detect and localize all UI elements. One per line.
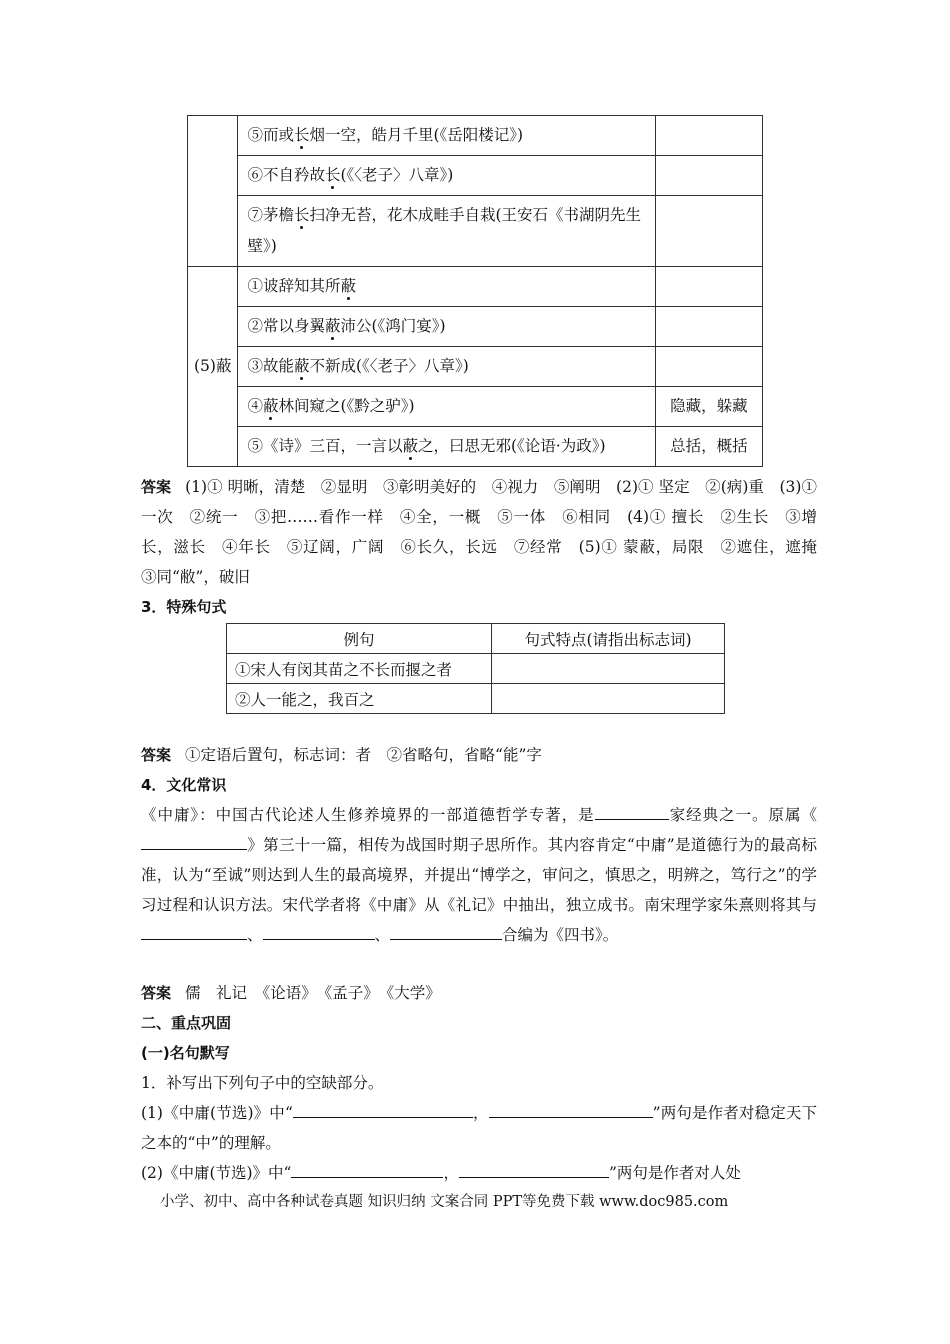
example-cell: ⑤《诗》三百，一言以蔽之，曰思无邪(《论语·为政》) (238, 427, 655, 467)
table-row (227, 654, 725, 684)
table-row (188, 427, 763, 467)
meaning-cell: 隐藏，躲藏 (655, 387, 762, 427)
meaning-cell (655, 196, 762, 267)
word-cell-bi: (5)蔽 (188, 267, 238, 467)
meaning-cell (655, 116, 762, 156)
sentence-cell: ①宋人有闵其苗之不长而揠之者 (227, 654, 492, 684)
culture-paragraph: 《中庸》：中国古代论述人生修养境界的一部道德哲学专著，是 家经典之一。原属《》第三十一篇，相传为战国时期子思所作。其内容肯定“中庸”是道德行为的最高标准，认为“至诚”则达到人生的最高境界，并提出“博学之，审问之，慎思之，明辨之，笃行之”的学习过程和认识方法。宋代学者将《中庸》从《礼记》中抽出，独立成书。南宋理学家朱熹则将其与、 、 合编为《四书》。 (141, 800, 817, 950)
meaning-cell (655, 307, 762, 347)
answer-block-1 (141, 472, 833, 592)
fill-blank[interactable] (141, 831, 247, 850)
table-row (188, 156, 763, 196)
answer-label: 答案 (141, 478, 172, 496)
subsection-title-recitation: (一)名句默写 (141, 1044, 230, 1062)
answer-block-2 (141, 740, 817, 770)
answer-label: 答案 (141, 984, 172, 1002)
table-row (227, 684, 725, 714)
fill-blank[interactable] (489, 1099, 653, 1118)
feature-cell (492, 684, 725, 714)
sentence-cell: ②人一能之，我百之 (227, 684, 492, 714)
answer-text: ①定语后置句，标志词：者 ②省略句，省略“能”字 (185, 746, 542, 764)
table-row (188, 307, 763, 347)
section-title-consolidation: 二、重点巩固 (141, 1014, 232, 1032)
fill-blank[interactable] (595, 801, 669, 820)
table-row (188, 196, 763, 267)
feature-cell (492, 654, 725, 684)
table-header-row (227, 624, 725, 654)
table-row (188, 116, 763, 156)
meaning-cell (655, 267, 762, 307)
question-1-1: (1)《中庸(节选)》中“ ， ”两句是作者对稳定天下之本的“中”的理解。 (141, 1098, 817, 1158)
example-cell: ⑤而或长烟一空，皓月千里(《岳阳楼记》) (238, 116, 655, 156)
example-cell: ⑥不自矜故长(《〈老子〉八章》) (238, 156, 655, 196)
answer-block-3 (141, 978, 817, 1008)
word-cell-prev (188, 116, 238, 267)
example-cell: ⑦茅檐长扫净无苔，花木成畦手自栽(王安石《书湖阴先生壁》) (238, 196, 655, 267)
question-1-2: (2)《中庸(节选)》中“ ， ”两句是作者对人处 (141, 1158, 817, 1188)
page-footer: 小学、初中、高中各种试卷真题 知识归纳 文案合同 PPT等免费下载 www.doc985.com (160, 1194, 729, 1210)
example-cell: ③故能蔽不新成(《〈老子〉八章》) (238, 347, 655, 387)
section-title-culture: 4．文化常识 (141, 776, 227, 794)
meaning-cell: 总括，概括 (655, 427, 762, 467)
example-cell: ①诐辞知其所蔽 (238, 267, 655, 307)
meaning-cell (655, 347, 762, 387)
fill-blank[interactable] (141, 921, 247, 940)
answer-text: (1)① 明晰，清楚 ②显明 ③彰明美好的 ④视力 ⑤阐明 (2)① 坚定 ②(病)重 (3)① 一次 ②统一 ③把……看作一样 ④全，一概 ⑤一体 ⑥相同 (4)① 擅长 ②生长 ③增长，滋长 ④年长 ⑤辽阔，广阔 ⑥长久，长远 ⑦经常 (5)① 蒙蔽，局限 ②遮住，遮掩 ③同“敝”，破旧 (141, 478, 833, 586)
table-row (188, 267, 763, 307)
table-row (188, 387, 763, 427)
sentence-table (226, 623, 725, 714)
answer-label: 答案 (141, 746, 172, 764)
meaning-cell (655, 156, 762, 196)
answer-text: 儒 礼记 《论语》 《孟子》 《大学》 (185, 984, 441, 1002)
example-cell: ②常以身翼蔽沛公(《鸿门宴》) (238, 307, 655, 347)
fill-blank[interactable] (291, 1159, 443, 1178)
fill-blank[interactable] (263, 921, 375, 940)
table-row (188, 347, 763, 387)
column-header: 句式特点(请指出标志词) (492, 624, 725, 654)
question-1: 1．补写出下列句子中的空缺部分。 (141, 1074, 384, 1092)
column-header: 例句 (227, 624, 492, 654)
fill-blank[interactable] (459, 1159, 609, 1178)
fill-blank[interactable] (293, 1099, 473, 1118)
section-title-special-sentences: 3．特殊句式 (141, 598, 227, 616)
fill-blank[interactable] (390, 921, 502, 940)
vocab-table (187, 115, 763, 467)
example-cell: ④蔽林间窥之(《黔之驴》) (238, 387, 655, 427)
